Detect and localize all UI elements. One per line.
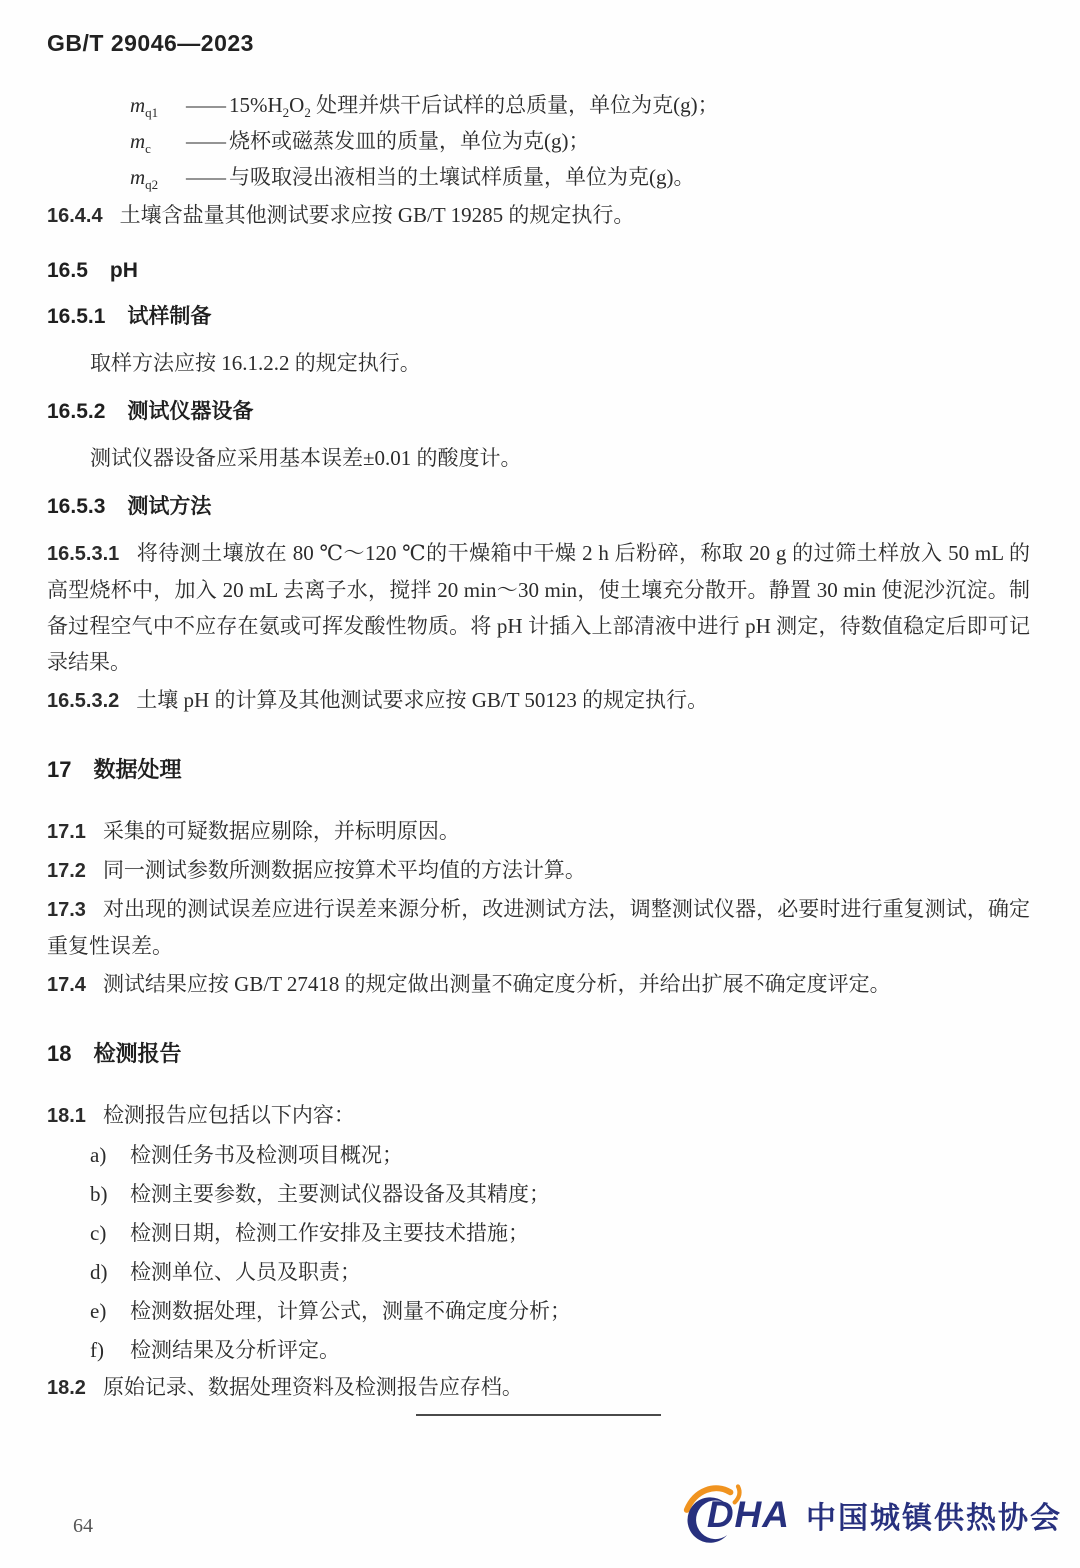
section-heading-16.5.2	[47, 397, 1030, 427]
list-item-text: 检测任务书及检测项目概况；	[130, 1143, 403, 1167]
heading-number: 17	[47, 757, 72, 782]
heading-number: 18	[47, 1041, 72, 1066]
clause-18.2	[47, 1369, 1030, 1406]
clause-18.1	[47, 1097, 1030, 1134]
heading-number: 16.5.3	[47, 495, 106, 518]
list-item-marker: c)	[90, 1221, 107, 1245]
clause-text: 土壤 pH 的计算及其他测试要求应按 GB/T 50123 的规定执行。	[136, 688, 709, 712]
heading-title: 试样制备	[127, 305, 212, 328]
heading-number: 16.5	[47, 259, 88, 282]
clause-17.2	[47, 852, 1030, 889]
clause-text: 同一测试参数所测数据应按算术平均值的方法计算。	[102, 858, 586, 882]
clause-number: 16.4.4	[47, 205, 103, 227]
page-number: 64	[73, 1515, 93, 1537]
definition-dash: ——	[186, 129, 224, 153]
clause-text: 测试结果应按 GB/T 27418 的规定做出测量不确定度分析，并给出扩展不确定度评定。	[102, 972, 891, 996]
list-item-b	[47, 1176, 1030, 1212]
clause-number: 17.2	[47, 860, 86, 882]
clause-17.1	[47, 813, 1030, 850]
clause-number: 17.3	[47, 899, 86, 921]
section-heading-17	[47, 755, 1030, 785]
clause-16.5.3.2	[47, 682, 1030, 719]
list-item-e	[47, 1293, 1030, 1329]
standard-number: GB/T 29046—2023	[47, 30, 254, 56]
list-item-marker: f)	[90, 1338, 104, 1362]
list-item-f	[47, 1332, 1030, 1368]
end-of-text-rule	[416, 1414, 661, 1416]
symbol-definitions	[47, 87, 1030, 195]
list-item-marker: e)	[90, 1299, 107, 1323]
clause-text: 检测报告应包括以下内容：	[102, 1103, 355, 1127]
clause-17.3	[47, 891, 1030, 964]
clause-text: 原始记录、数据处理资料及检测报告应存档。	[102, 1375, 523, 1399]
list-item-text: 检测数据处理，计算公式，测量不确定度分析；	[130, 1299, 571, 1323]
clause-number: 16.5.3.1	[47, 543, 120, 565]
clause-16.4.4	[47, 197, 1030, 234]
list-item-text: 检测结果及分析评定。	[130, 1338, 340, 1362]
symbol: $m_{q1}$	[130, 93, 159, 121]
symbol-definition-row	[47, 123, 1030, 159]
clause-number: 17.4	[47, 974, 86, 996]
clause-text: 土壤含盐量其他测试要求应按 GB/T 19285 的规定执行。	[119, 203, 635, 227]
section-heading-18	[47, 1039, 1030, 1069]
document-body	[47, 197, 1030, 1406]
definition-text: 与吸取浸出液相当的土壤试样质量，单位为克(g)。	[229, 165, 695, 189]
section-heading-16.5.3	[47, 492, 1030, 522]
clause-text: 采集的可疑数据应剔除，并标明原因。	[102, 819, 460, 843]
heading-title: 测试仪器设备	[127, 400, 254, 423]
list-item-a	[47, 1137, 1030, 1173]
symbol-definition-row	[47, 159, 1030, 195]
list-item-marker: a)	[90, 1143, 107, 1167]
logo-association-name: 中国城镇供热协会	[806, 1502, 1062, 1535]
symbol-definition-row	[47, 87, 1030, 123]
heading-number: 16.5.1	[47, 305, 106, 328]
clause-16.5.3.1	[47, 535, 1030, 680]
association-logo	[675, 1480, 1062, 1550]
list-item-marker: d)	[90, 1260, 108, 1284]
definition-dash: ——	[186, 165, 224, 189]
heading-title: 测试方法	[127, 495, 212, 518]
list-item-d	[47, 1254, 1030, 1290]
clause-number: 16.5.3.2	[47, 690, 120, 712]
heading-title: pH	[109, 259, 138, 282]
paragraph: 取样方法应按 16.1.2.2 的规定执行。	[90, 351, 421, 375]
clause-text: 对出现的测试误差应进行误差来源分析，改进测试方法，调整测试仪器，必要时进行重复测试，确定重复性误差。	[47, 897, 1030, 958]
clause-number: 18.1	[47, 1105, 86, 1127]
list-item-text: 检测单位、人员及职责；	[130, 1260, 361, 1284]
clause-number: 18.2	[47, 1377, 86, 1399]
clause-number: 17.1	[47, 821, 86, 843]
list-item-c	[47, 1215, 1030, 1251]
heading-title: 数据处理	[93, 757, 182, 782]
list-item-text: 检测主要参数，主要测试仪器设备及其精度；	[130, 1182, 550, 1206]
clause-text: 将待测土壤放在 80 ℃～120 ℃的干燥箱中干燥 2 h 后粉碎，称取 20 g 的过筛土样放入 50 mL 的高型烧杯中，加入 20 mL 去离子水，搅拌 20 min～30 min，使土壤充分散开。静置 30 min 使泥沙沉淀。制备过程空气中不应存在氨或可挥发酸性物质。将 pH 计插入上部清液中进行 pH 测定，待数值稳定后即可记录结果。	[47, 541, 1030, 674]
definition-text: $15\%H_2O_2$ 处理并烘干后试样的总质量，单位为克(g)；	[229, 93, 719, 121]
list-item-text: 检测日期，检测工作安排及主要技术措施；	[130, 1221, 529, 1245]
symbol: $m_{q2}$	[130, 165, 159, 193]
definition-dash: ——	[186, 93, 224, 117]
section-heading-16.5	[47, 256, 1030, 286]
heading-title: 检测报告	[93, 1041, 182, 1066]
heading-number: 16.5.2	[47, 400, 106, 423]
paragraph: 测试仪器设备应采用基本误差±0.01 的酸度计。	[90, 446, 522, 470]
clause-17.4	[47, 966, 1030, 1003]
symbol: $m_c$	[130, 129, 151, 157]
list-item-marker: b)	[90, 1182, 108, 1206]
section-heading-16.5.1	[47, 302, 1030, 332]
logo-dha-text: DHA	[706, 1494, 790, 1535]
definition-text: 烧杯或磁蒸发皿的质量，单位为克(g)；	[229, 129, 590, 153]
